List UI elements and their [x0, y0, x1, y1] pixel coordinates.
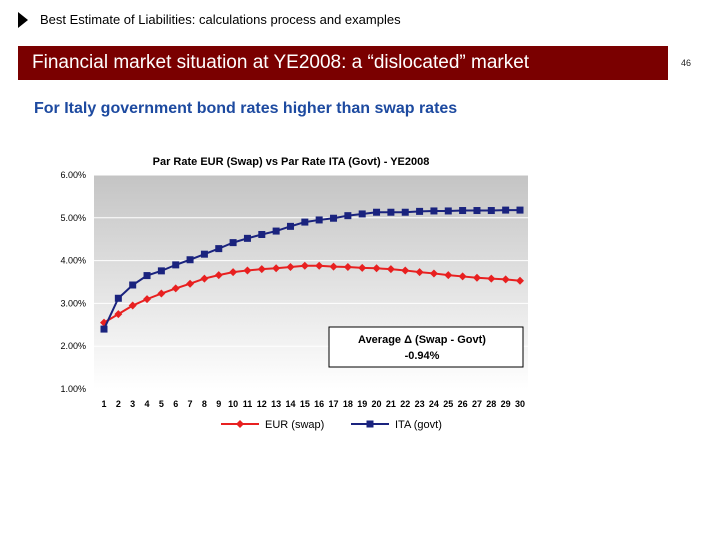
data-point [517, 207, 524, 214]
x-tick-label: 13 [271, 399, 282, 409]
legend-marker [367, 421, 374, 428]
legend-marker [236, 420, 244, 428]
data-point [301, 219, 308, 226]
data-point [244, 235, 251, 242]
y-tick-label: 2.00% [60, 341, 86, 352]
data-point [402, 209, 409, 216]
x-tick-label: 18 [342, 399, 353, 409]
x-tick-label: 1 [101, 399, 107, 409]
x-tick-label: 29 [500, 399, 511, 409]
x-tick-label: 23 [414, 399, 425, 409]
data-point [230, 239, 237, 246]
slide-subtitle: For Italy government bond rates higher than swap rates [34, 100, 458, 117]
x-tick-label: 20 [371, 399, 382, 409]
y-tick-label: 6.00% [60, 170, 86, 180]
x-tick-label: 8 [201, 399, 207, 409]
x-tick-label: 17 [328, 399, 339, 409]
section-title: Best Estimate of Liabilities: calculations process and examples [40, 12, 401, 27]
data-point [330, 215, 337, 222]
x-tick-label: 7 [187, 399, 193, 409]
x-tick-label: 26 [457, 399, 468, 409]
data-point [316, 216, 323, 223]
delta-annotation [329, 327, 523, 367]
y-tick-label: 5.00% [60, 212, 86, 223]
data-point [287, 223, 294, 230]
x-tick-label: 3 [130, 399, 136, 409]
x-tick-label: 27 [471, 399, 482, 409]
data-point [172, 261, 179, 268]
y-tick-label: 3.00% [60, 298, 86, 309]
chart-legend [221, 419, 442, 431]
x-tick-label: 21 [385, 399, 396, 409]
data-point [430, 207, 437, 214]
data-point [344, 212, 351, 219]
x-tick-label: 4 [144, 399, 150, 409]
x-tick-label: 2 [115, 399, 121, 409]
x-axis-ticks [101, 399, 525, 409]
x-tick-label: 25 [443, 399, 454, 409]
x-tick-label: 5 [158, 399, 164, 409]
data-point [144, 272, 151, 279]
data-point [473, 207, 480, 214]
x-tick-label: 10 [228, 399, 239, 409]
data-point [416, 208, 423, 215]
y-tick-label: 4.00% [60, 255, 86, 266]
data-point [445, 207, 452, 214]
y-tick-label: 1.00% [60, 384, 86, 394]
x-tick-label: 28 [486, 399, 497, 409]
data-point [373, 209, 380, 216]
annotation-label: Average Δ (Swap - Govt) [358, 334, 486, 346]
x-tick-label: 24 [428, 399, 439, 409]
data-point [158, 267, 165, 274]
x-tick-label: 16 [314, 399, 325, 409]
chart-svg [36, 150, 536, 440]
x-tick-label: 11 [242, 399, 253, 409]
x-tick-label: 9 [216, 399, 222, 409]
x-tick-label: 19 [357, 399, 368, 409]
data-point [459, 207, 466, 214]
x-tick-label: 15 [299, 399, 310, 409]
data-point [387, 209, 394, 216]
rate-chart [36, 150, 536, 440]
x-tick-label: 6 [173, 399, 179, 409]
x-tick-label: 14 [285, 399, 296, 409]
data-point [273, 228, 280, 235]
data-point [502, 207, 509, 214]
data-point [129, 281, 136, 288]
data-point [488, 207, 495, 214]
section-marker-icon [18, 12, 28, 28]
y-axis-ticks [60, 170, 86, 394]
title-banner [18, 46, 668, 80]
data-point [215, 245, 222, 252]
x-tick-label: 12 [256, 399, 267, 409]
page-number: 46 [681, 58, 692, 68]
legend-label: ITA (govt) [395, 419, 442, 431]
data-point [359, 210, 366, 217]
data-point [187, 256, 194, 263]
annotation-value: -0.94% [404, 350, 440, 362]
banner-title: Financial market situation at YE2008: a “dislocated” market [32, 52, 530, 73]
data-point [101, 326, 108, 333]
data-point [258, 231, 265, 238]
data-point [201, 251, 208, 258]
x-tick-label: 30 [514, 399, 526, 409]
x-tick-label: 22 [400, 399, 411, 409]
legend-label: EUR (swap) [265, 419, 325, 431]
chart-title: Par Rate EUR (Swap) vs Par Rate ITA (Govt) - YE2008 [152, 156, 430, 168]
data-point [115, 295, 122, 302]
